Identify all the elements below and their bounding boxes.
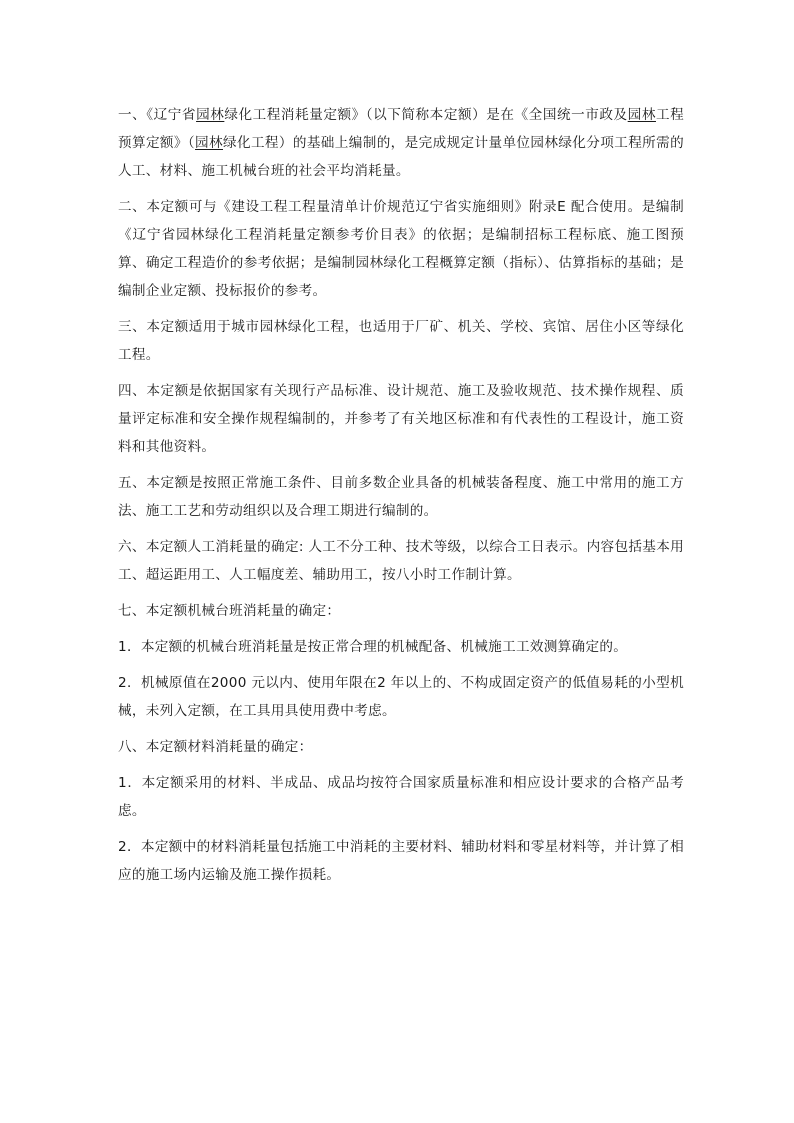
list-item-materials-1: 1．本定额采用的材料、半成品、成品均按符合国家质量标准和相应设计要求的合格产品考虑。 bbox=[118, 775, 684, 819]
underlined-term: 园林 bbox=[627, 107, 656, 123]
paragraph-6: 六、本定额人工消耗量的确定: 人工不分工种、技术等级，以综合工日表示。内容包括基本用工、超运距用工、人工幅度差、辅助用工，按八小时工作制计算。 bbox=[118, 539, 684, 583]
underlined-term: 园林 bbox=[196, 107, 225, 123]
underlined-term: 园林 bbox=[195, 135, 223, 151]
paragraph-1-text: 绿化工程消耗量定额》（以下简称本定额）是在《全国统一市政及 bbox=[224, 107, 628, 123]
paragraph-2: 二、本定额可与《建设工程工程量清单计价规范辽宁省实施细则》附录E 配合使用。是编制《辽宁省园林绿化工程消耗量定额参考价目表》的依据；是编制招标工程标底、施工图预算、确定工程造价的参考依据；是编制园林绿化工程概算定额（指标）、估算指标的基础；是编制企业定额、投标报价的参考。 bbox=[118, 199, 684, 299]
list-item-machinery-2: 2．机械原值在2000 元以内、使用年限在2 年以上的、不构成固定资产的低值易耗的小型机械，未列入定额，在工具用具使用费中考虑。 bbox=[118, 675, 684, 719]
paragraph-5: 五、本定额是按照正常施工条件、目前多数企业具备的机械装备程度、施工中常用的施工方法、施工工艺和劳动组织以及合理工期进行编制的。 bbox=[118, 475, 684, 519]
section-heading-machinery: 七、本定额机械台班消耗量的确定： bbox=[118, 603, 341, 619]
list-item-materials-2: 2．本定额中的材料消耗量包括施工中消耗的主要材料、辅助材料和零星材料等，并计算了相应的施工场内运输及施工操作损耗。 bbox=[118, 839, 684, 883]
document-body bbox=[118, 101, 684, 897]
paragraph-4: 四、本定额是依据国家有关现行产品标准、设计规范、施工及验收规范、技术操作规程、质量评定标准和安全操作规程编制的，并参考了有关地区标准和有代表性的工程设计，施工资料和其他资料。 bbox=[118, 383, 684, 455]
list-item-machinery-1: 1．本定额的机械台班消耗量是按正常合理的机械配备、机械施工工效测算确定的。 bbox=[118, 639, 628, 655]
section-heading-materials: 八、本定额材料消耗量的确定： bbox=[118, 739, 313, 755]
paragraph-1-text: 一、《辽宁省 bbox=[118, 107, 197, 123]
paragraph-3: 三、本定额适用于城市园林绿化工程，也适用于厂矿、机关、学校、宾馆、居住小区等绿化工程。 bbox=[118, 319, 684, 363]
paragraph-1-text: 绿化工程）的基础上编制的，是完成规定计量单位园林绿化分项工程所需的人工、材料、施工机械台班的社会平均消耗量。 bbox=[118, 135, 685, 179]
paragraph-1 bbox=[118, 101, 684, 185]
paragraph-1-text: 工程预算定额》（ bbox=[118, 107, 685, 151]
